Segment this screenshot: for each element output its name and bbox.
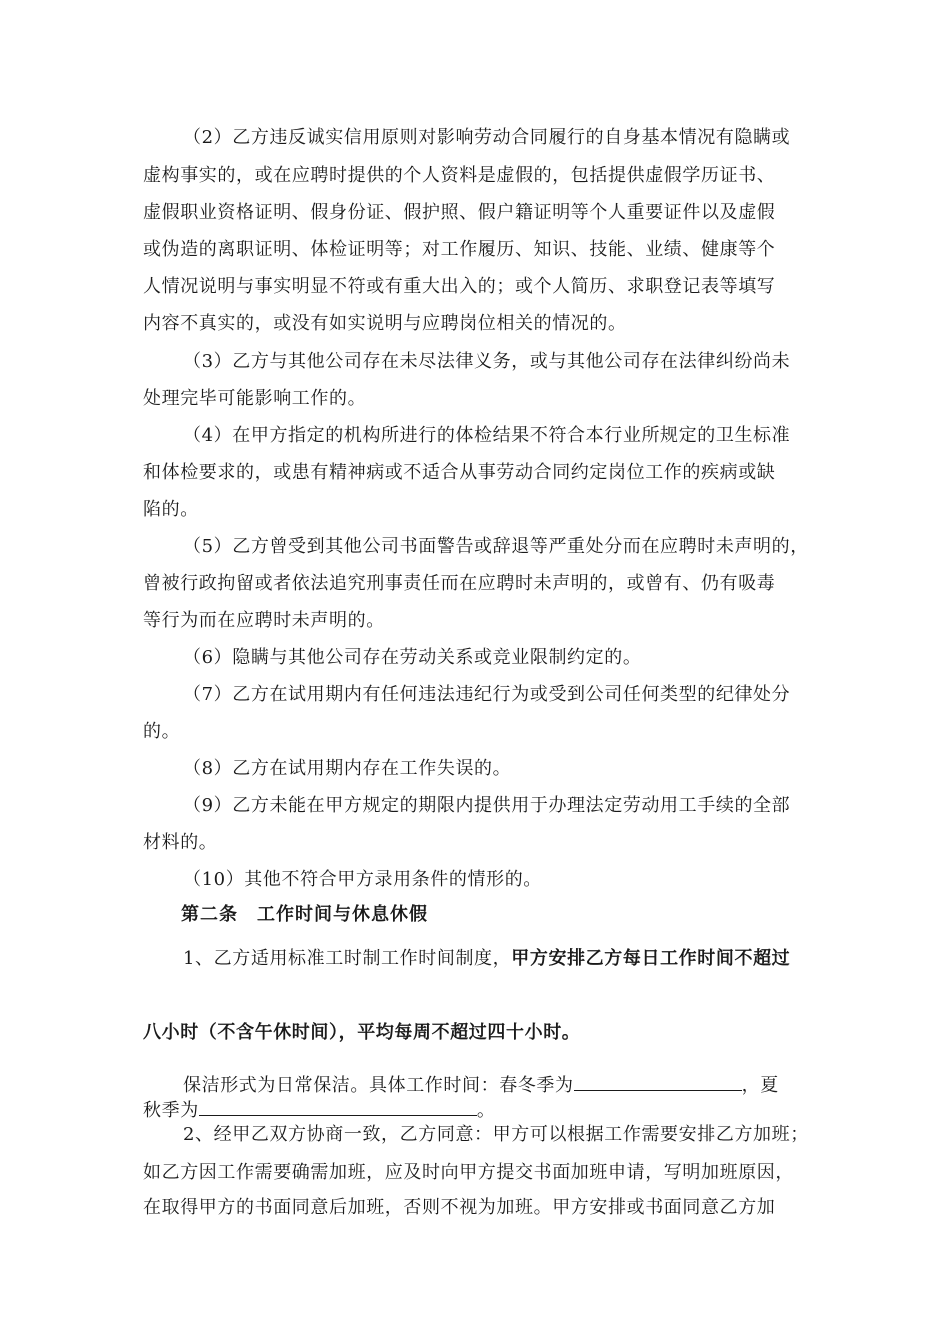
clause-2-line-2: 虚构事实的，或在应聘时提供的个人资料是虚假的，包括提供虚假学历证书、 <box>143 165 776 186</box>
autumn-label-text: 秋季为 <box>143 1100 199 1121</box>
clause-4-line-1: （4）在甲方指定的机构所进行的体检结果不符合本行业所规定的卫生标准 <box>183 425 791 446</box>
para-1-normal-text: 1、乙方适用标准工时制工作时间制度， <box>183 948 512 969</box>
period-text: 。 <box>476 1100 496 1121</box>
summer-label-text: ，夏 <box>741 1075 779 1096</box>
cleaning-schedule-text: 保洁形式为日常保洁。具体工作时间：春冬季为 <box>183 1075 574 1096</box>
clause-2-line-6: 内容不真实的，或没有如实说明与应聘岗位相关的情况的。 <box>143 313 627 334</box>
article-2-para-1-line-2: 八小时（不含午休时间），平均每周不超过四十小时。 <box>143 1022 581 1043</box>
clause-7-line-2: 的。 <box>143 721 181 742</box>
clause-3-line-1: （3）乙方与其他公司存在未尽法律义务，或与其他公司存在法律纠纷尚未 <box>183 351 791 372</box>
clause-7-line-1: （7）乙方在试用期内有任何违法违纪行为或受到公司任何类型的纪律处分 <box>183 684 791 705</box>
clause-5-line-1: （5）乙方曾受到其他公司书面警告或辞退等严重处分而在应聘时未声明的， <box>183 536 809 557</box>
article-2-para-1-line-1 <box>183 947 790 971</box>
article-2-para-2-line-2 <box>143 1097 495 1123</box>
clause-4-line-3: 陷的。 <box>143 499 199 520</box>
article-2-para-3-line-2: 如乙方因工作需要确需加班，应及时向甲方提交书面加班申请，写明加班原因， <box>143 1162 794 1183</box>
clause-6-line-1: （6）隐瞒与其他公司存在劳动关系或竞业限制约定的。 <box>183 647 642 668</box>
clause-2-line-5: 人情况说明与事实明显不符或有重大出入的；或个人简历、求职登记表等填写 <box>143 276 776 297</box>
clause-5-line-2: 曾被行政拘留或者依法追究刑事责任而在应聘时未声明的，或曾有、仍有吸毒 <box>143 573 776 594</box>
clause-3-line-2: 处理完毕可能影响工作的。 <box>143 388 367 409</box>
article-2-para-2-line-1 <box>183 1072 779 1098</box>
clause-5-line-3: 等行为而在应聘时未声明的。 <box>143 610 385 631</box>
clause-2-line-1: （2）乙方违反诚实信用原则对影响劳动合同履行的自身基本情况有隐瞒或 <box>183 127 791 148</box>
clause-2-line-3: 虚假职业资格证明、假身份证、假护照、假户籍证明等个人重要证件以及虚假 <box>143 202 776 223</box>
clause-4-line-2: 和体检要求的，或患有精神病或不适合从事劳动合同约定岗位工作的疾病或缺 <box>143 462 776 483</box>
clause-10-line-1: （10）其他不符合甲方录用条件的情形的。 <box>183 869 542 890</box>
spring-winter-hours-blank <box>574 1072 742 1091</box>
article-2-para-3-line-1: 2、经甲乙双方协商一致，乙方同意：甲方可以根据工作需要安排乙方加班； <box>183 1124 809 1145</box>
clause-9-line-1: （9）乙方未能在甲方规定的期限内提供用于办理法定劳动用工手续的全部 <box>183 795 791 816</box>
summer-autumn-hours-blank <box>199 1097 477 1116</box>
clause-2-line-4: 或伪造的离职证明、体检证明等；对工作履历、知识、技能、业绩、健康等个 <box>143 239 776 260</box>
clause-8-line-1: （8）乙方在试用期内存在工作失误的。 <box>183 758 512 779</box>
article-2-heading: 第二条 工作时间与休息休假 <box>181 904 428 925</box>
article-2-para-3-line-3: 在取得甲方的书面同意后加班，否则不视为加班。甲方安排或书面同意乙方加 <box>143 1197 776 1218</box>
para-1-bold-text: 甲方安排乙方每日工作时间不超过 <box>511 948 791 969</box>
clause-9-line-2: 材料的。 <box>143 832 218 853</box>
